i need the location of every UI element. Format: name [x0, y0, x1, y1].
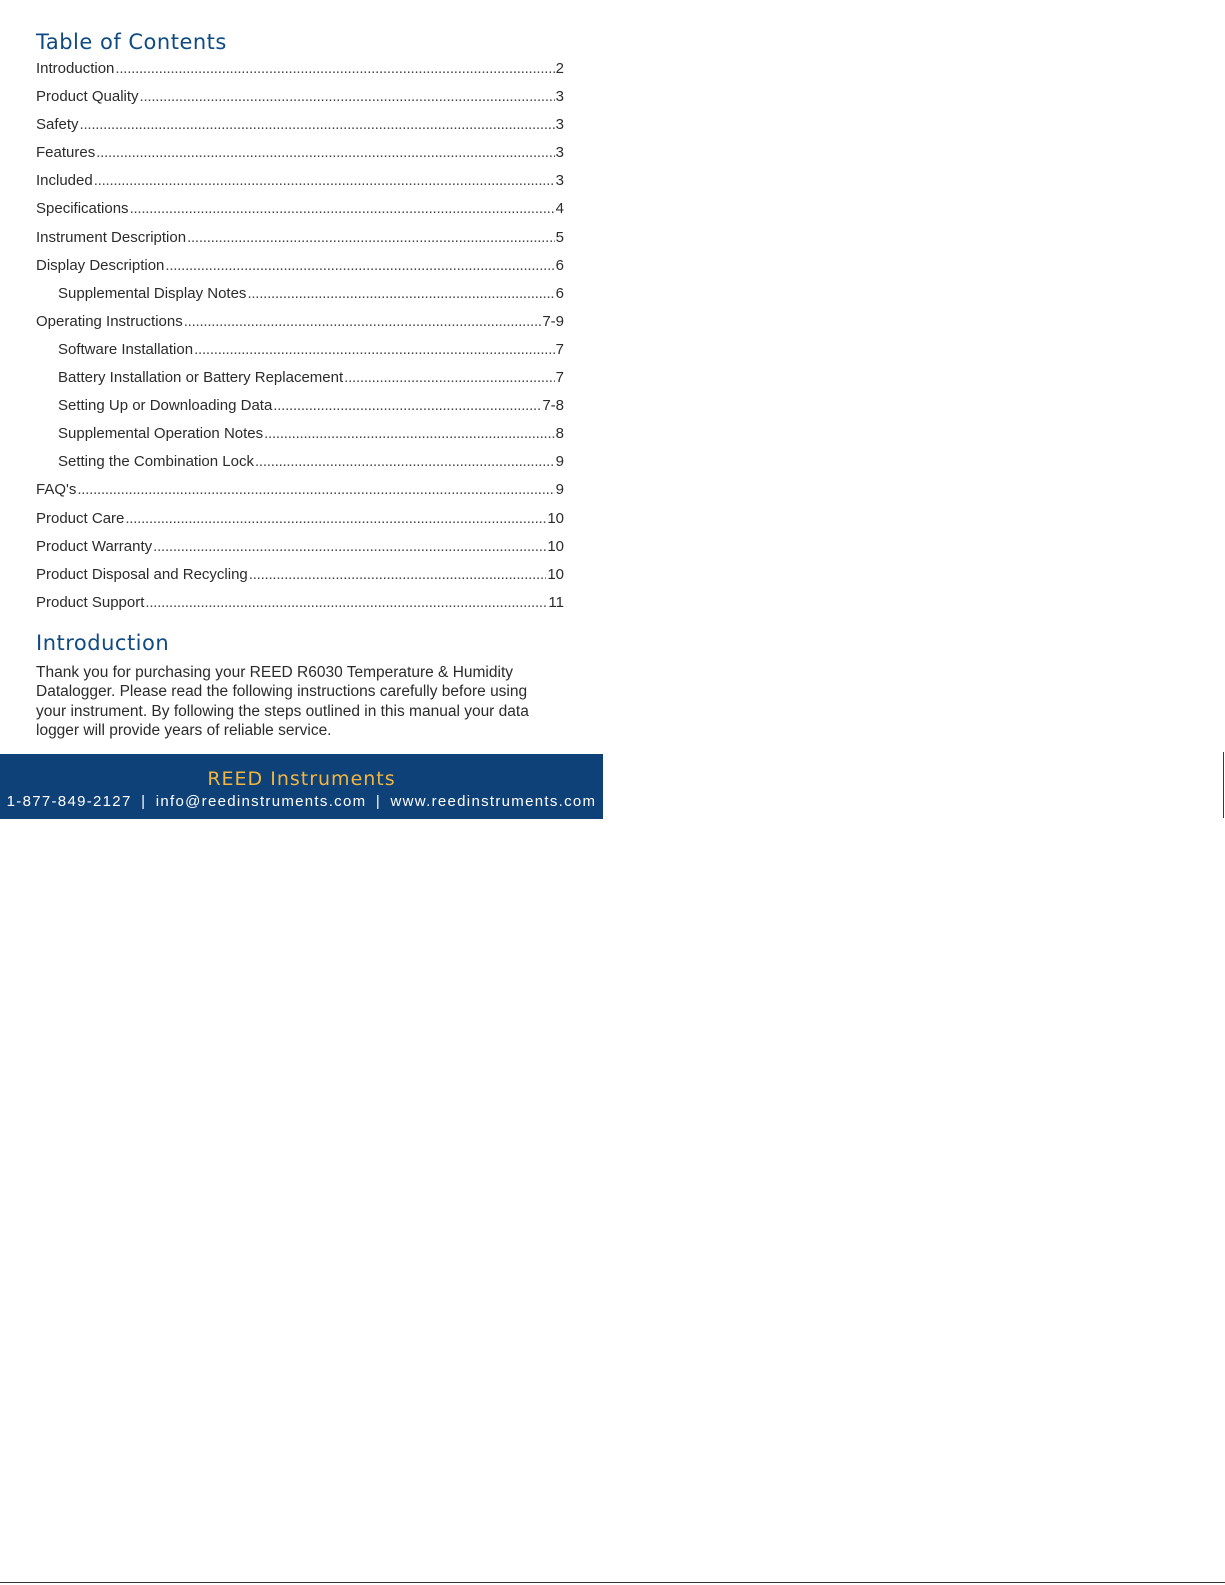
toc-entry[interactable]: [36, 285, 564, 313]
toc-entry-page: 6: [555, 256, 564, 274]
toc-dot-leader: [194, 341, 555, 359]
toc-entry-label: Product Disposal and Recycling: [36, 565, 248, 583]
toc-entry[interactable]: [36, 116, 564, 144]
toc-entry[interactable]: [36, 369, 564, 397]
toc-entry-page: 2: [555, 60, 564, 77]
footer-phone: 1-877-849-2127: [6, 793, 132, 810]
toc-entry[interactable]: [36, 397, 564, 425]
toc-dot-leader: [344, 369, 555, 387]
toc-dot-leader: [125, 510, 546, 528]
toc-entry-page: 7: [555, 369, 564, 387]
toc-entry-label: Included: [36, 172, 93, 190]
toc-entry-page: 10: [547, 537, 564, 555]
toc-entry-label: FAQ's: [36, 481, 77, 499]
footer-banner: [0, 754, 603, 819]
toc-entry[interactable]: [36, 538, 564, 566]
introduction-title: Introduction: [36, 630, 170, 655]
toc-entry-page: 9: [555, 453, 564, 471]
toc-entry-label: Product Quality: [36, 88, 139, 106]
table-of-contents: [36, 60, 564, 622]
toc-dot-leader: [247, 285, 554, 303]
toc-entry-label: Product Care: [36, 509, 125, 527]
toc-entry[interactable]: [36, 144, 564, 172]
toc-entry[interactable]: [36, 481, 564, 509]
toc-entry-label: Setting Up or Downloading Data: [58, 397, 273, 415]
toc-entry[interactable]: [36, 566, 564, 594]
footer-contact: [0, 793, 603, 810]
toc-entry-page: 9: [555, 481, 564, 499]
toc-dot-leader: [153, 538, 546, 556]
toc-dot-leader: [249, 566, 547, 584]
toc-entry-label: Features: [36, 144, 96, 162]
toc-entry[interactable]: [36, 425, 564, 453]
toc-dot-leader: [145, 594, 547, 612]
toc-entry-label: Product Warranty: [36, 537, 153, 555]
toc-dot-leader: [80, 116, 555, 134]
toc-entry-label: Supplemental Display Notes: [58, 284, 247, 302]
toc-entry-page: 3: [555, 144, 564, 162]
toc-entry-page: 4: [555, 200, 564, 218]
toc-entry-label: Safety: [36, 116, 79, 134]
toc-entry-page: 10: [547, 565, 564, 583]
toc-entry-label: Product Support: [36, 593, 145, 611]
toc-entry-page: 10: [547, 509, 564, 527]
toc-dot-leader: [165, 257, 554, 275]
toc-entry[interactable]: [36, 453, 564, 481]
toc-entry[interactable]: [36, 594, 564, 622]
footer-website[interactable]: www.reedinstruments.com: [390, 793, 597, 810]
toc-entry-label: Instrument Description: [36, 228, 187, 246]
toc-entry[interactable]: [36, 510, 564, 538]
toc-entry-page: 7-8: [542, 397, 564, 415]
toc-entry-label: Specifications: [36, 200, 129, 218]
footer-separator: |: [141, 793, 147, 810]
toc-entry-label: Battery Installation or Battery Replacement: [58, 369, 344, 387]
toc-entry-label: Operating Instructions: [36, 312, 183, 330]
toc-entry[interactable]: [36, 88, 564, 116]
toc-dot-leader: [77, 481, 554, 499]
toc-entry-page: 7-9: [542, 312, 564, 330]
toc-dot-leader: [140, 88, 555, 106]
toc-entry-page: 3: [555, 116, 564, 134]
toc-entry-label: Supplemental Operation Notes: [58, 425, 264, 443]
footer-separator: |: [375, 793, 382, 810]
toc-entry[interactable]: [36, 341, 564, 369]
toc-entry-page: 3: [555, 172, 564, 190]
toc-entry-page: 8: [555, 425, 564, 443]
toc-entry-page: 7: [555, 340, 564, 358]
toc-dot-leader: [255, 453, 555, 471]
toc-title: Table of Contents: [36, 30, 227, 54]
bottom-rule: [0, 1582, 1225, 1583]
toc-entry-page: 3: [555, 88, 564, 106]
toc-dot-leader: [184, 313, 542, 331]
footer-brand: REED Instruments: [207, 768, 396, 790]
toc-dot-leader: [187, 229, 555, 247]
toc-dot-leader: [130, 200, 555, 218]
toc-entry-page: 11: [548, 593, 564, 611]
toc-entry-label: Software Installation: [58, 340, 194, 358]
toc-entry[interactable]: [36, 200, 564, 228]
introduction-body: Thank you for purchasing your REED R6030 Temperature & Humidity Datalogger. Please read the following instructions carefully before using your instrument. By following the steps outlined in this manual your data logger will provide years of reliable service.: [36, 663, 529, 740]
page-edge-divider: [1223, 752, 1224, 818]
toc-entry-page: 6: [555, 284, 564, 302]
toc-entry-label: Setting the Combination Lock: [58, 453, 254, 471]
toc-dot-leader: [96, 144, 554, 162]
toc-entry-label: Display Description: [36, 256, 165, 274]
toc-dot-leader: [115, 60, 554, 78]
toc-entry[interactable]: [36, 229, 564, 257]
toc-dot-leader: [94, 172, 555, 190]
toc-entry[interactable]: [36, 172, 564, 200]
toc-dot-leader: [273, 397, 541, 415]
toc-dot-leader: [264, 425, 555, 443]
footer-email[interactable]: info@reedinstruments.com: [155, 793, 367, 810]
toc-entry-label: Introduction: [36, 60, 115, 77]
page-content: [36, 30, 564, 741]
toc-entry[interactable]: [36, 313, 564, 341]
toc-entry[interactable]: [36, 60, 564, 88]
toc-entry-page: 5: [555, 228, 564, 246]
toc-entry[interactable]: [36, 257, 564, 285]
